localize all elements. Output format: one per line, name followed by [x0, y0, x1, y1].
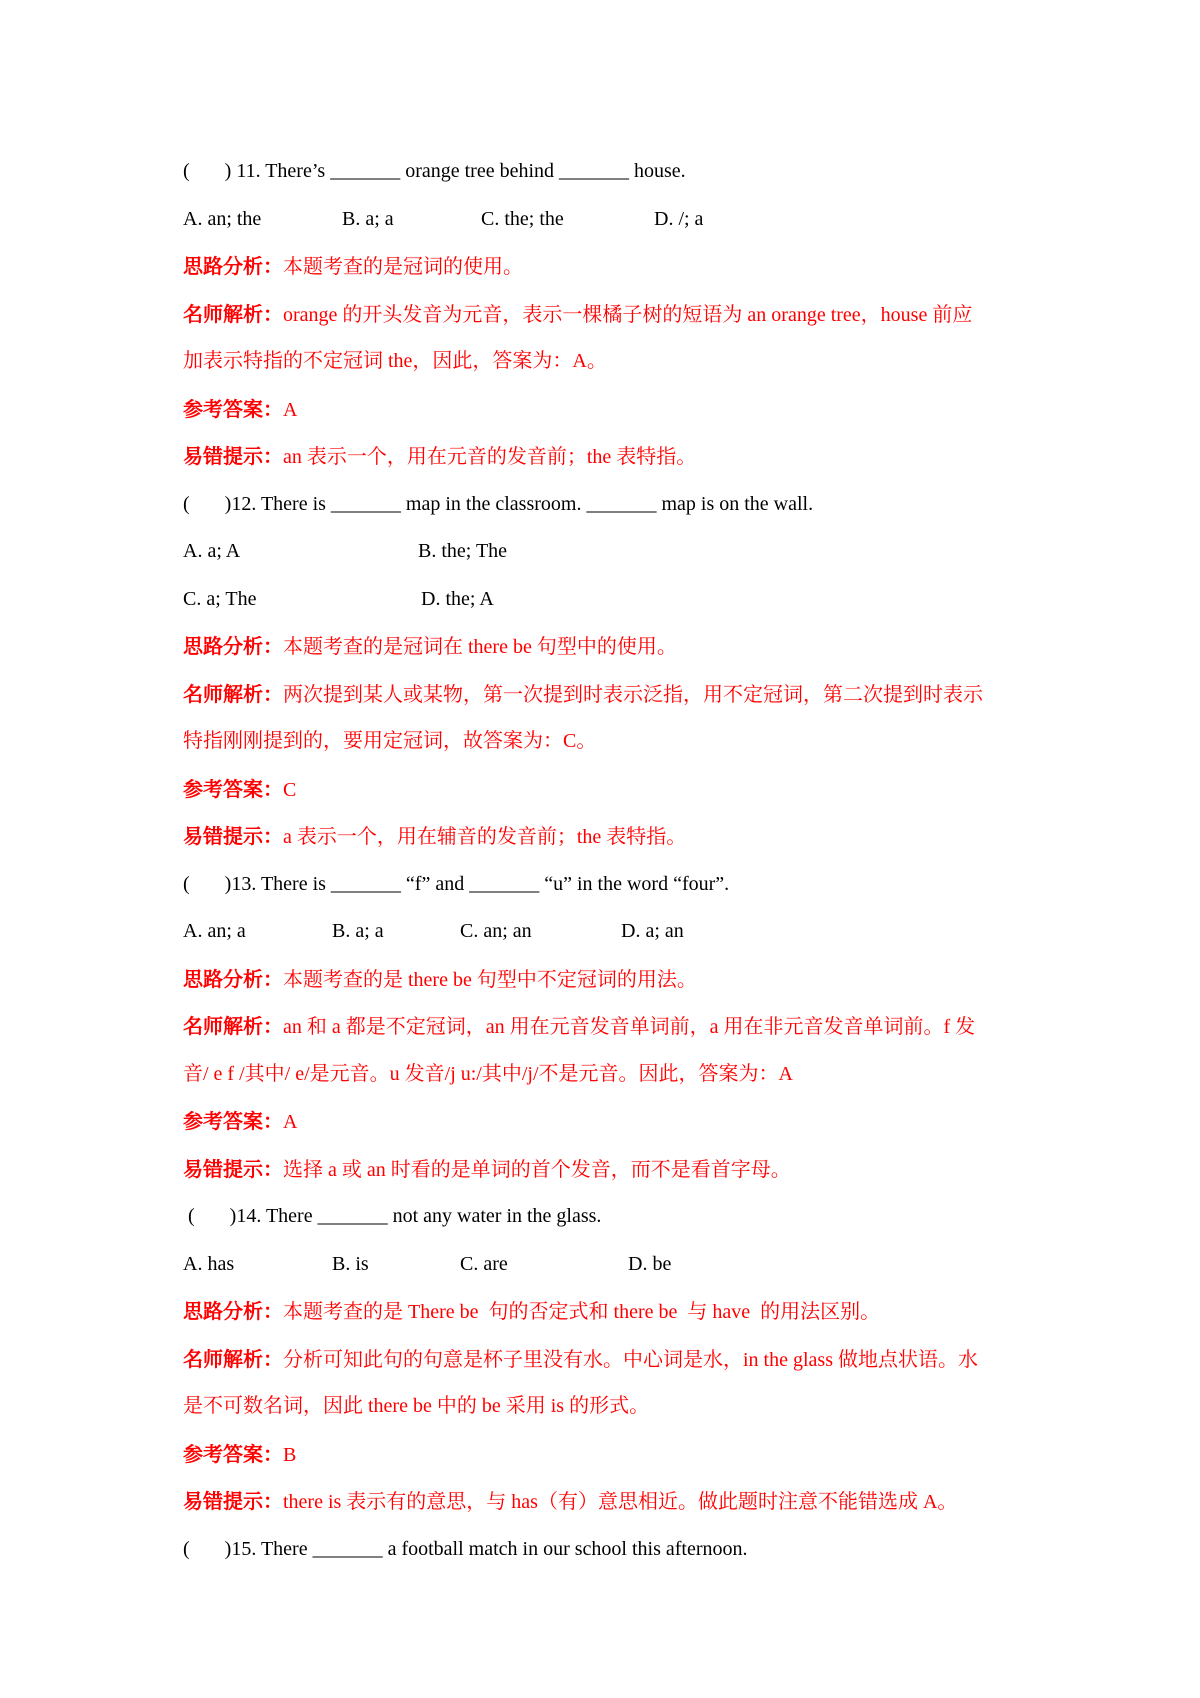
q13-option-d: D. a; an: [621, 920, 684, 942]
q13-explain-line-1: 名师解析：an 和 a 都是不定冠词，an 用在元音发音单词前，a 用在非元音发音单词前。f 发: [183, 1014, 976, 1038]
q14-explain-line-1: 名师解析：分析可知此句的句意是杯子里没有水。中心词是水，in the glass 做地点状语。水: [183, 1347, 978, 1371]
q13-explain-line-2: 音/ e f /其中/ e/是元音。u 发音/j u:/其中/j/不是元音。因此，答案为：A: [183, 1063, 793, 1085]
analysis-label: 思路分析：: [183, 967, 283, 991]
q14-option-a: A. has: [183, 1253, 235, 1275]
q14-option-b: B. is: [332, 1253, 369, 1275]
q14-explain-line-2: 是不可数名词，因此 there be 中的 be 采用 is 的形式。: [183, 1395, 650, 1417]
q13-option-a: A. an; a: [183, 920, 246, 942]
answer-label: 参考答案：: [183, 397, 283, 421]
q12-explain-line-2: 特指刚刚提到的，要用定冠词，故答案为：C。: [183, 730, 597, 752]
analysis-label: 思路分析：: [183, 634, 283, 658]
question-12-stem: ( )12. There is _______ map in the classroom. _______ map is on the wall.: [183, 493, 814, 515]
q11-analysis: 思路分析：本题考查的是冠词的使用。: [183, 254, 523, 278]
question-14-stem: ( )14. There _______ not any water in the glass.: [183, 1205, 602, 1227]
q14-analysis: 思路分析：本题考查的是 There be 句的否定式和 there be 与 have 的用法区别。: [183, 1299, 881, 1323]
q11-explain-line-2: 加表示特指的不定冠词 the，因此，答案为：A。: [183, 350, 607, 372]
question-11-stem: ( ) 11. There’s _______ orange tree behind _______ house.: [183, 160, 686, 182]
explain-label: 名师解析：: [183, 1347, 283, 1371]
explain-label: 名师解析：: [183, 1014, 283, 1038]
answer-label: 参考答案：: [183, 1442, 283, 1466]
answer-label: 参考答案：: [183, 1109, 283, 1133]
q12-answer: 参考答案：C: [183, 777, 297, 801]
analysis-label: 思路分析：: [183, 1299, 283, 1323]
q14-answer: 参考答案：B: [183, 1442, 297, 1466]
q11-option-a: A. an; the: [183, 208, 262, 230]
explain-label: 名师解析：: [183, 302, 283, 326]
q11-explain-line-1: 名师解析：orange 的开头发音为元音，表示一棵橘子树的短语为 an orange tree，house 前应: [183, 302, 973, 326]
q11-option-d: D. /; a: [654, 208, 704, 230]
q12-option-d: D. the; A: [421, 588, 494, 610]
q11-tip: 易错提示：an 表示一个，用在元音的发音前；the 表特指。: [183, 444, 697, 468]
tip-label: 易错提示：: [183, 1489, 283, 1513]
q12-option-b: B. the; The: [418, 540, 508, 562]
q11-answer: 参考答案：A: [183, 397, 298, 421]
q13-answer: 参考答案：A: [183, 1109, 298, 1133]
q14-option-d: D. be: [628, 1253, 672, 1275]
q12-explain-line-1: 名师解析：两次提到某人或某物，第一次提到时表示泛指，用不定冠词，第二次提到时表示: [183, 682, 983, 706]
q14-tip: 易错提示：there is 表示有的意思，与 has（有）意思相近。做此题时注意不能错选成 A。: [183, 1489, 958, 1513]
explain-label: 名师解析：: [183, 682, 283, 706]
analysis-label: 思路分析：: [183, 254, 283, 278]
q13-option-b: B. a; a: [332, 920, 384, 942]
q13-option-c: C. an; an: [460, 920, 532, 942]
q12-tip: 易错提示：a 表示一个，用在辅音的发音前；the 表特指。: [183, 824, 687, 848]
q12-analysis: 思路分析：本题考查的是冠词在 there be 句型中的使用。: [183, 634, 677, 658]
question-15-stem: ( )15. There _______ a football match in our school this afternoon.: [183, 1538, 748, 1560]
q12-option-c: C. a; The: [183, 588, 257, 610]
tip-label: 易错提示：: [183, 824, 283, 848]
q12-option-a: A. a; A: [183, 540, 241, 562]
answer-label: 参考答案：: [183, 777, 283, 801]
q14-option-c: C. are: [460, 1253, 508, 1275]
tip-label: 易错提示：: [183, 1157, 283, 1181]
q11-option-c: C. the; the: [481, 208, 564, 230]
q13-tip: 易错提示：选择 a 或 an 时看的是单词的首个发音，而不是看首字母。: [183, 1157, 791, 1181]
question-13-stem: ( )13. There is _______ “f” and _______ “u” in the word “four”.: [183, 873, 730, 895]
q13-analysis: 思路分析：本题考查的是 there be 句型中不定冠词的用法。: [183, 967, 697, 991]
q11-option-b: B. a; a: [342, 208, 394, 230]
tip-label: 易错提示：: [183, 444, 283, 468]
